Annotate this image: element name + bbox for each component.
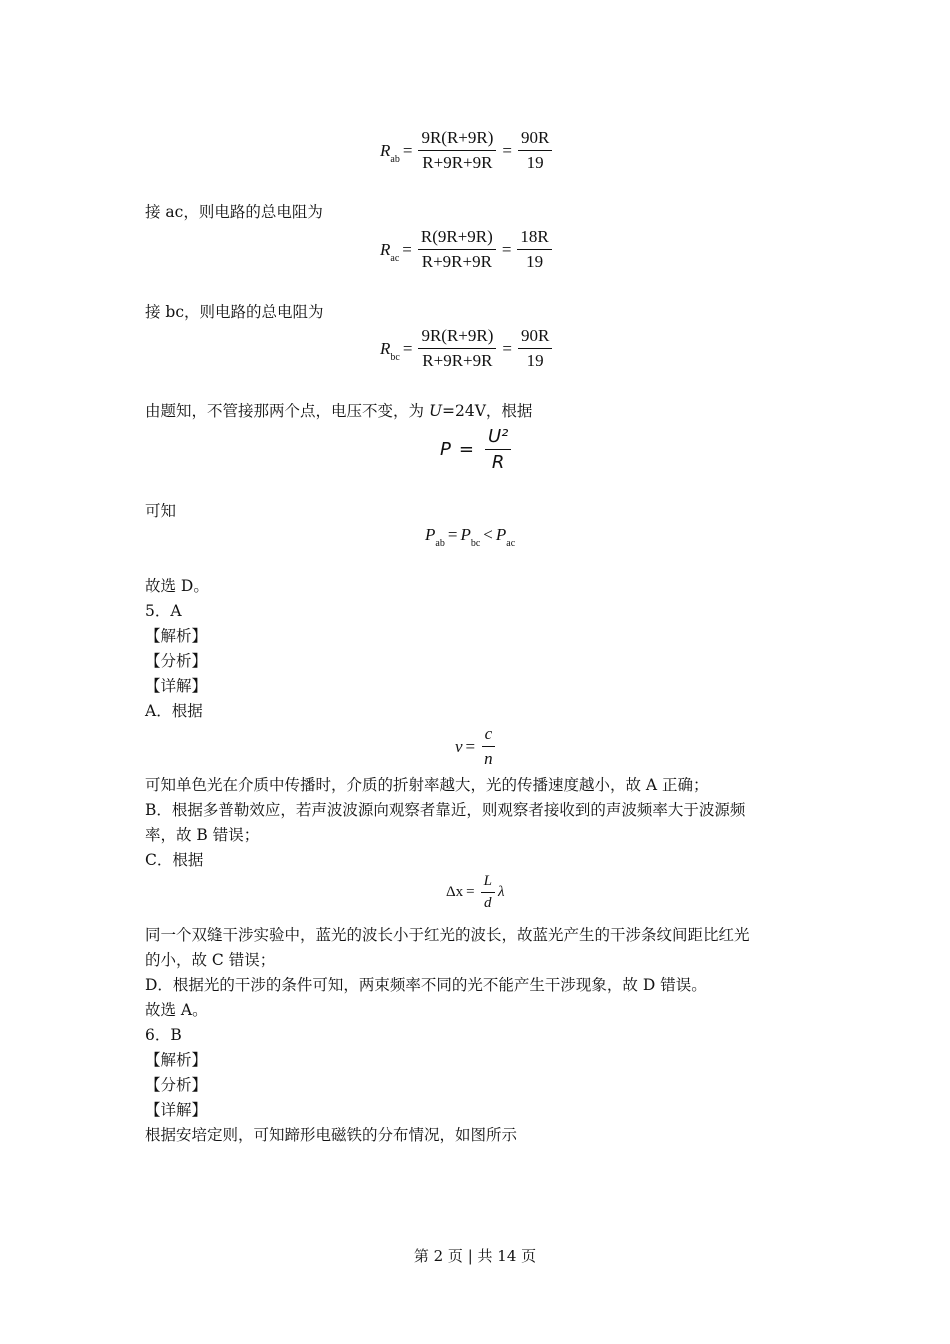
text-line: 根据安培定则，可知蹄形电磁铁的分布情况，如图所示 bbox=[145, 1126, 518, 1144]
text-line: 接 ac，则电路的总电阻为 bbox=[145, 203, 323, 221]
equation-power: P = $\frac{\text{U²}}{R}$ bbox=[440, 426, 514, 473]
question-answer: 5．A bbox=[145, 602, 182, 620]
equation-speed: v = $\frac{c}{n}$ bbox=[455, 724, 499, 769]
text-line: 接 bc，则电路的总电阻为 bbox=[145, 303, 324, 321]
equation-power-compare: $P_{ab}$ = $P_{bc}$ < $P_{ac}$ bbox=[425, 525, 516, 549]
equation-r-ac: $R_{ac}$ = $\frac{R(9R+9R)}{R+9R+9R}$ = $\frac{18R}{19}$ bbox=[380, 227, 555, 272]
section-heading: 【详解】 bbox=[145, 677, 208, 695]
page-footer: 第 2 页 | 共 14 页 bbox=[413, 1247, 537, 1265]
text-line: 同一个双缝干涉实验中，蓝光的波长小于红光的波长，故蓝光产生的干涉条纹间距比红光 bbox=[145, 926, 750, 944]
question-answer: 6．B bbox=[145, 1026, 182, 1044]
text-line: C．根据 bbox=[145, 851, 204, 869]
equation-fringe-spacing: Δx = $\frac{L}{d}$ λ bbox=[446, 873, 505, 911]
text-line: B．根据多普勒效应，若声波波源向观察者靠近，则观察者接收到的声波频率大于波源频 bbox=[145, 801, 746, 819]
section-heading: 【详解】 bbox=[145, 1101, 208, 1119]
equation-r-ab: $R_{ab}$ = $\frac{9R(R+9R)}{R+9R+9R}$ = $\frac{90R}{19}$ bbox=[380, 128, 555, 173]
text-line: 由题知，不管接那两个点，电压不变，为 U=24V，根据 bbox=[145, 402, 533, 420]
equation-r-bc: $R_{bc}$ = $\frac{9R(R+9R)}{R+9R+9R}$ = $\frac{90R}{19}$ bbox=[380, 326, 555, 371]
text-line: D．根据光的干涉的条件可知，两束频率不同的光不能产生干涉现象，故 D 错误。 bbox=[145, 976, 707, 994]
text-line: 可知单色光在介质中传播时，介质的折射率越大，光的传播速度越小，故 A 正确； bbox=[145, 776, 709, 794]
text-line: 可知 bbox=[145, 502, 177, 520]
text-line: 故选 A。 bbox=[145, 1001, 208, 1019]
text-line: 率，故 B 错误； bbox=[145, 826, 260, 844]
section-heading: 【分析】 bbox=[145, 1076, 208, 1094]
text-line: 故选 D。 bbox=[145, 577, 209, 595]
text-line: A．根据 bbox=[145, 702, 203, 720]
text-line: 的小，故 C 错误； bbox=[145, 951, 276, 969]
section-heading: 【解析】 bbox=[145, 627, 208, 645]
section-heading: 【解析】 bbox=[145, 1051, 208, 1069]
section-heading: 【分析】 bbox=[145, 652, 208, 670]
